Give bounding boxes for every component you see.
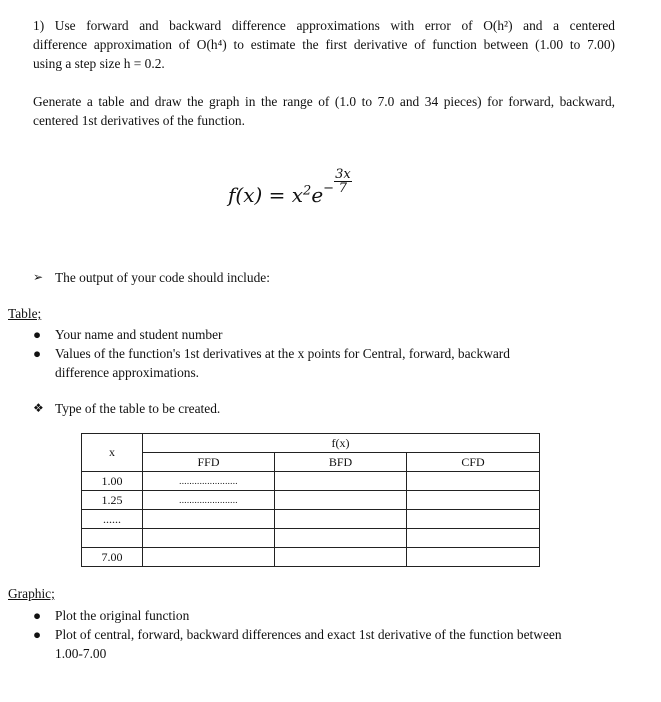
cell-cfd (407, 491, 540, 510)
header-x: x (82, 434, 143, 472)
header-cfd: CFD (407, 453, 540, 472)
bullet-icon: ● (33, 346, 42, 361)
table-item-2: Values of the function's 1st derivatives at the x points for Central, forward, backward (55, 346, 510, 361)
task-line-1: Generate a table and draw the graph in the range of (1.0 to 7.0 and 34 pieces) for forward, backward, (33, 94, 615, 109)
intro-paragraph (33, 16, 615, 73)
table-row (82, 491, 540, 510)
table-row (82, 472, 540, 491)
formula-denominator: 7 (338, 181, 348, 196)
intro-line-2: difference approximation of O(h⁴) to estimate the first derivative of function between (1.00 to 7.00) (33, 37, 615, 52)
output-note (33, 268, 433, 287)
cell-cfd (407, 529, 540, 548)
cell-x (82, 529, 143, 548)
cell-cfd (407, 510, 540, 529)
formula-base: e (311, 183, 324, 207)
task-line-2: centered 1st derivatives of the function. (33, 113, 245, 128)
diamond-bullet-icon: ❖ (33, 401, 44, 415)
formula-minus: − (323, 181, 335, 196)
cell-bfd (275, 491, 407, 510)
function-formula (228, 168, 352, 207)
cell-x: 1.25 (82, 491, 143, 510)
header-bfd: BFD (275, 453, 407, 472)
graphic-item-1: Plot the original function (55, 608, 190, 623)
table-item-2-cont: difference approximations. (55, 365, 200, 380)
intro-line-3: using a step size h = 0.2. (33, 56, 165, 71)
cell-bfd (275, 548, 407, 567)
header-ffd: FFD (143, 453, 275, 472)
cell-x: 1.00 (82, 472, 143, 491)
cell-bfd (275, 472, 407, 491)
arrowhead-bullet-icon: ➢ (33, 270, 44, 284)
header-blank (143, 434, 275, 453)
cell-ffd (143, 510, 275, 529)
intro-line-1: 1) Use forward and backward difference approximations with error of O(h²) and a centered (33, 18, 615, 33)
table-type-note (33, 399, 333, 418)
cell-ffd (143, 529, 275, 548)
table-item-1: Your name and student number (55, 327, 223, 342)
graphic-item-2: Plot of central, forward, backward differences and exact 1st derivative of the function between (55, 627, 562, 642)
formula-square: 2 (303, 183, 312, 199)
bullet-icon: ● (33, 608, 42, 623)
table-heading: Table; (8, 306, 42, 321)
table-list-item (33, 325, 593, 344)
derivative-table (81, 433, 540, 567)
formula-exponent-fraction (334, 168, 352, 195)
cell-ffd (143, 548, 275, 567)
task-paragraph (33, 92, 615, 130)
graphic-heading: Graphic; (8, 586, 55, 601)
output-note-text: The output of your code should include: (55, 270, 270, 285)
cell-bfd (275, 510, 407, 529)
graphic-list-item (33, 606, 593, 625)
table-type-note-text: Type of the table to be created. (55, 401, 221, 416)
cell-x: ...... (82, 510, 143, 529)
table-row (82, 529, 540, 548)
cell-cfd (407, 472, 540, 491)
header-blank (407, 434, 540, 453)
cell-ffd: ....................... (143, 491, 275, 510)
table-header-row-2 (82, 453, 540, 472)
cell-x: 7.00 (82, 548, 143, 567)
bullet-icon: ● (33, 327, 42, 342)
table-list-item (33, 344, 603, 382)
cell-cfd (407, 548, 540, 567)
table-row (82, 548, 540, 567)
formula-lhs: f(x) = x (228, 183, 304, 207)
graphic-list-item (33, 625, 643, 663)
graphic-item-2-cont: 1.00-7.00 (55, 646, 107, 661)
bullet-icon: ● (33, 627, 42, 642)
cell-ffd: ....................... (143, 472, 275, 491)
table-row (82, 510, 540, 529)
cell-bfd (275, 529, 407, 548)
header-fx: f(x) (275, 434, 407, 453)
table-header-row-1 (82, 434, 540, 453)
formula-numerator: 3x (335, 167, 351, 182)
